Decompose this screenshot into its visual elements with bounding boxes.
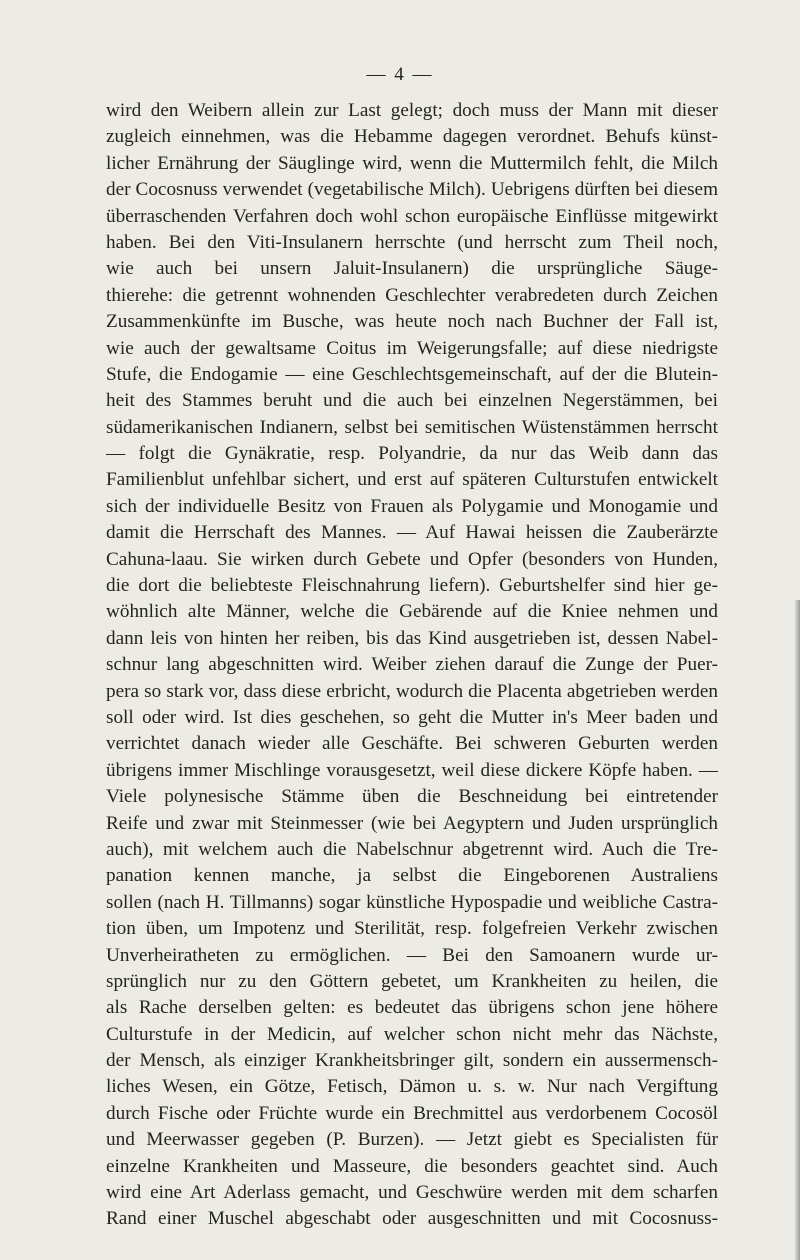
text-line: sollen (nach H. Tillmanns) sogar künstliche Hypospadie und weibliche Castra- [106,891,718,913]
text-line: auch), mit welchem auch die Nabelschnur abgetrennt wird. Auch die Tre- [106,838,718,860]
text-line: — folgt die Gynäkratie, resp. Polyandrie, da nur das Weib dann das [106,443,718,465]
text-line: der Cocosnuss verwendet (vegetabilische Milch). Uebrigens dürften bei diesem [106,179,718,201]
text-line: haben. Bei den Viti-Insulanern herrschte (und herrscht zum Theil noch, [106,231,718,253]
text-line: Cahuna-laau. Sie wirken durch Gebete und Opfer (besonders von Hunden, [106,548,718,570]
text-line: wie auch bei unsern Jaluit-Insulanern) die ursprüngliche Säuge- [106,258,718,280]
text-line: wird eine Art Aderlass gemacht, und Geschwüre werden mit dem scharfen [106,1182,718,1204]
text-line: die dort die beliebteste Fleischnahrung liefern). Geburtshelfer sind hier ge- [106,575,718,597]
text-line: pera so stark vor, dass diese erbricht, wodurch die Placenta abgetrieben werden [106,680,718,702]
text-line: schnur lang abgeschnitten wird. Weiber ziehen darauf die Zunge der Puer- [106,654,718,676]
text-line: liches Wesen, ein Götze, Fetisch, Dämon u. s. w. Nur nach Vergiftung [106,1076,718,1098]
text-line: Zusammenkünfte im Busche, was heute noch nach Buchner der Fall ist, [106,311,718,333]
page-number: — 4 — [366,64,434,85]
text-line: wöhnlich alte Männer, welche die Gebärende auf die Kniee nehmen und [106,601,718,623]
text-line: wird den Weibern allein zur Last gelegt; doch muss der Mann mit dieser [106,100,718,121]
text-line: licher Ernährung der Säuglinge wird, wenn die Muttermilch fehlt, die Milch [106,152,718,174]
text-line: dann leis von hinten her reiben, bis das Kind ausgetrieben ist, dessen Nabel- [106,627,718,649]
text-line: sprünglich nur zu den Göttern gebetet, um Krankheiten zu heilen, die [106,970,718,992]
text-line: sich der individuelle Besitz von Frauen als Polygamie und Monogamie und [106,495,718,517]
text-line: Stufe, die Endogamie — eine Geschlechtsgemeinschaft, auf der die Blutein- [106,363,718,385]
text-line: verrichtet danach wieder alle Geschäfte. Bei schweren Geburten werden [106,733,718,755]
text-line: tion üben, um Impotenz und Sterilität, resp. folgefreien Verkehr zwischen [106,918,718,940]
text-line: Culturstufe in der Medicin, auf welcher schon nicht mehr das Nächste, [106,1023,718,1045]
text-line: panation kennen manche, ja selbst die Eingeborenen Australiens [106,865,718,887]
text-line: der Mensch, als einziger Krankheitsbringer gilt, sondern ein aussermensch- [106,1050,718,1072]
text-line: soll oder wird. Ist dies geschehen, so geht die Mutter in's Meer baden und [106,706,718,728]
text-line: überraschenden Verfahren doch wohl schon europäische Einflüsse mitgewirkt [106,205,718,227]
text-line: übrigens immer Mischlinge vorausgesetzt, weil diese dickere Köpfe haben. — [106,759,718,781]
page-edge-shadow [794,600,800,1260]
text-line: Familienblut unfehlbar sichert, und erst auf späteren Culturstufen entwickelt [106,469,718,491]
text-line: Unverheiratheten zu ermöglichen. — Bei den Samoanern wurde ur- [106,944,718,966]
text-line: durch Fische oder Früchte wurde ein Brechmittel aus verdorbenem Cocosöl [106,1102,718,1124]
text-line: Rand einer Muschel abgeschabt oder ausgeschnitten und mit Cocosnuss- [106,1208,718,1230]
text-line: Reife und zwar mit Steinmesser (wie bei Aegyptern und Juden ursprünglich [106,812,718,834]
body-text [106,98,718,1233]
text-line: und Meerwasser gegeben (P. Burzen). — Jetzt giebt es Specialisten für [106,1129,718,1151]
text-line: damit die Herrschaft des Mannes. — Auf Hawai heissen die Zauberärzte [106,522,718,544]
text-line: zugleich einnehmen, was die Hebamme dagegen verordnet. Behufs künst- [106,126,718,148]
text-line: einzelne Krankheiten und Masseure, die besonders geachtet sind. Auch [106,1155,718,1177]
text-line: wie auch der gewaltsame Coitus im Weigerungsfalle; auf diese niedrigste [106,337,718,359]
text-line: als Rache derselben gelten: es bedeutet das übrigens schon jene höhere [106,997,718,1019]
text-line: Viele polynesische Stämme üben die Beschneidung bei eintretender [106,786,718,808]
text-line: südamerikanischen Indianern, selbst bei semitischen Wüstenstämmen herrscht [106,416,718,438]
text-line: heit des Stammes beruht und die auch bei einzelnen Negerstämmen, bei [106,390,718,412]
text-line: thierehe: die getrennt wohnenden Geschlechter verabredeten durch Zeichen [106,284,718,306]
